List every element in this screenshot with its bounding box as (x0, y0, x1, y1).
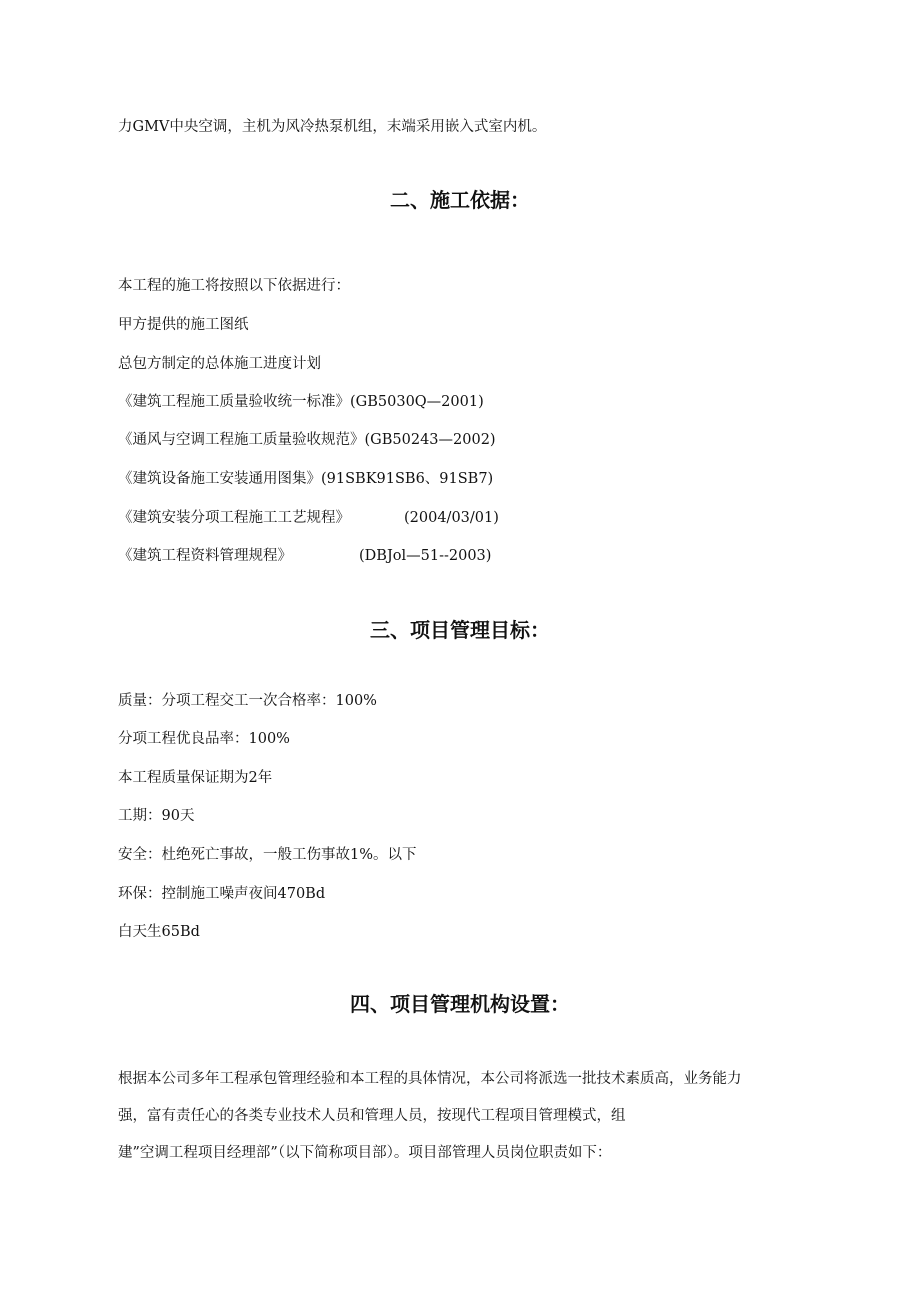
section-3-heading: 三、项目管理目标： (370, 618, 550, 642)
text-line: 本工程质量保证期为2年 (118, 770, 273, 786)
intro-paragraph: 力GMV中央空调，主机为风冷热泵机组，末端采用嵌入式室内机。 (118, 119, 547, 135)
section-4-heading: 四、项目管理机构设置： (350, 992, 570, 1016)
text-line: 安全：杜绝死亡事故，一般工伤事故1%。以下 (118, 847, 417, 863)
reference-line: 《建筑工程施工质量验收统一标准》(GB5030Q—2001) (118, 394, 484, 410)
reference-line: 《通风与空调工程施工质量验收规范》(GB50243—2002) (118, 432, 496, 448)
text-line: 总包方制定的总体施工进度计划 (118, 356, 321, 372)
text-line: 环保：控制施工噪声夜间470Bd (118, 886, 326, 902)
paragraph-line: 建”空调工程项目经理部”（以下简称项目部）。项目部管理人员岗位职责如下： (118, 1145, 612, 1161)
text-line: 工期：90天 (118, 808, 195, 824)
section-2-heading: 二、施工依据： (390, 188, 530, 212)
reference-line: 《建筑设备施工安装通用图集》(91SBK91SB6、91SB7) (118, 471, 494, 487)
text-line: 本工程的施工将按照以下依据进行： (118, 278, 350, 294)
text-line: 白天生65Bd (118, 924, 200, 940)
reference-code: (DBJol—51--2003) (359, 548, 492, 564)
paragraph-line: 强，富有责任心的各类专业技术人员和管理人员，按现代工程项目管理模式，组 (118, 1108, 626, 1124)
reference-code: (2004/03/01) (404, 510, 499, 526)
paragraph-line: 根据本公司多年工程承包管理经验和本工程的具体情况，本公司将派选一批技术素质高，业务能力 (118, 1071, 742, 1087)
reference-title: 《建筑安装分项工程施工工艺规程》 (118, 510, 350, 526)
text-line: 质量：分项工程交工一次合格率：100% (118, 693, 377, 709)
reference-title: 《建筑工程资料管理规程》 (118, 548, 292, 564)
text-line: 甲方提供的施工图纸 (118, 317, 249, 333)
text-line: 分项工程优良品率：100% (118, 731, 290, 747)
